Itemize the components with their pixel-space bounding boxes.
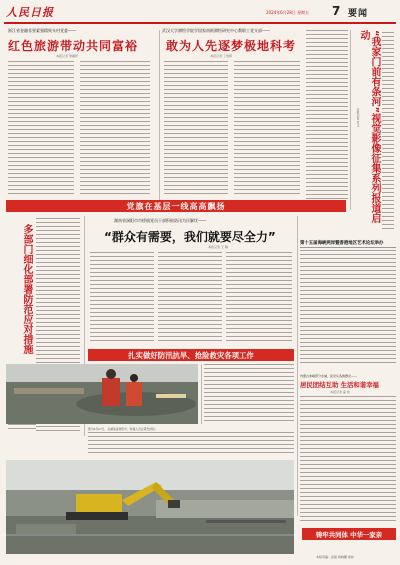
article-body (8, 61, 74, 197)
article-red-tourism (6, 28, 154, 198)
article-headline: “群众有需要，我们就要尽全力” (104, 230, 276, 244)
article-body (158, 252, 222, 344)
column-divider (201, 364, 202, 424)
side-feature-headline: 居民团结互助 生活和谐幸福 (300, 381, 379, 389)
banner-flood-work (88, 349, 294, 361)
section-name: 要闻 (348, 9, 369, 19)
article-headline: 敢为人先逐梦极地科考 (166, 39, 297, 53)
article-body (226, 252, 292, 344)
article-body (90, 252, 154, 344)
side-feature-community (300, 374, 396, 524)
photo-rescue (6, 364, 198, 424)
article-body (306, 30, 348, 200)
banner-text: 铸牢共同体 中华一家亲 (315, 530, 383, 539)
article-kicker: 武汉大学测绘学院学国家南极测绘研究中心教职工党支部—— (162, 28, 270, 33)
side-column-headline: “我家门前有条河”视觉影像征集系列报道启动 (358, 30, 380, 224)
banner-community (302, 528, 396, 540)
page-number: 7 (332, 4, 341, 18)
masthead (4, 4, 396, 21)
banner-text: 党旗在基层一线高高飘扬 (126, 201, 226, 211)
photo-caption: 图为6月27日，在湖南省洞阳市，救援人员在紧急排险。 (88, 427, 158, 431)
side-news-headline: 第十五届海峡两岸暨香港地区艺术论坛举办 (300, 241, 384, 246)
article-body (204, 364, 294, 424)
article-polar-research (162, 28, 302, 198)
article-kicker: 湖南省洞阳市市桥镇党员干部积极防汛为民解忧—— (114, 218, 206, 223)
side-feature-kicker: 内蒙古赤峰部分水域，民众从各族群众—— (300, 374, 358, 378)
side-news-art-forum (300, 240, 396, 370)
article-body (164, 61, 228, 197)
article-kicker: 浙江省金融非要素强精致头村党委—— (8, 28, 76, 33)
side-column-byline: 本报记者 付文 (356, 108, 360, 127)
article-byline: 本报记者 王 翰 (208, 245, 228, 249)
masthead-rule (4, 22, 396, 24)
article-flood-relief (88, 216, 294, 346)
side-news-rule (300, 247, 396, 248)
article-byline: 本报记者 丁怡婷 (210, 54, 232, 58)
column-divider (297, 216, 298, 516)
newspaper-logo: 人民日报 (6, 6, 54, 19)
side-column-body (382, 32, 394, 232)
banner-text: 扎实做好防汛抗旱、抢险救灾各项工作 (128, 350, 254, 360)
article-byline: 本报记者 窦瀚洋 (56, 54, 78, 58)
date-line: 2024年6月28日 星期五 (266, 10, 310, 15)
article-headline: 红色旅游带动共同富裕 (8, 39, 139, 53)
article-body (80, 61, 150, 197)
photo-excavator-image (6, 460, 294, 554)
banner-party-flag (6, 200, 346, 212)
side-news-body (300, 250, 396, 366)
side-column-visual-series (352, 28, 396, 238)
side-feature-body (300, 396, 396, 522)
left-column-headline: 多部门细化部署防范应对措施 (21, 224, 32, 354)
photo-rescue-image (6, 364, 198, 424)
photo-excavator (6, 460, 294, 554)
article-body (234, 61, 300, 197)
column-divider (159, 30, 160, 200)
column-divider (350, 30, 351, 210)
page-footer: 本版责编：孙振 杨晓鹏 黄林 (316, 555, 354, 559)
side-feature-byline: 本报记者 翟 钦 (330, 390, 350, 394)
article-body (88, 432, 294, 456)
